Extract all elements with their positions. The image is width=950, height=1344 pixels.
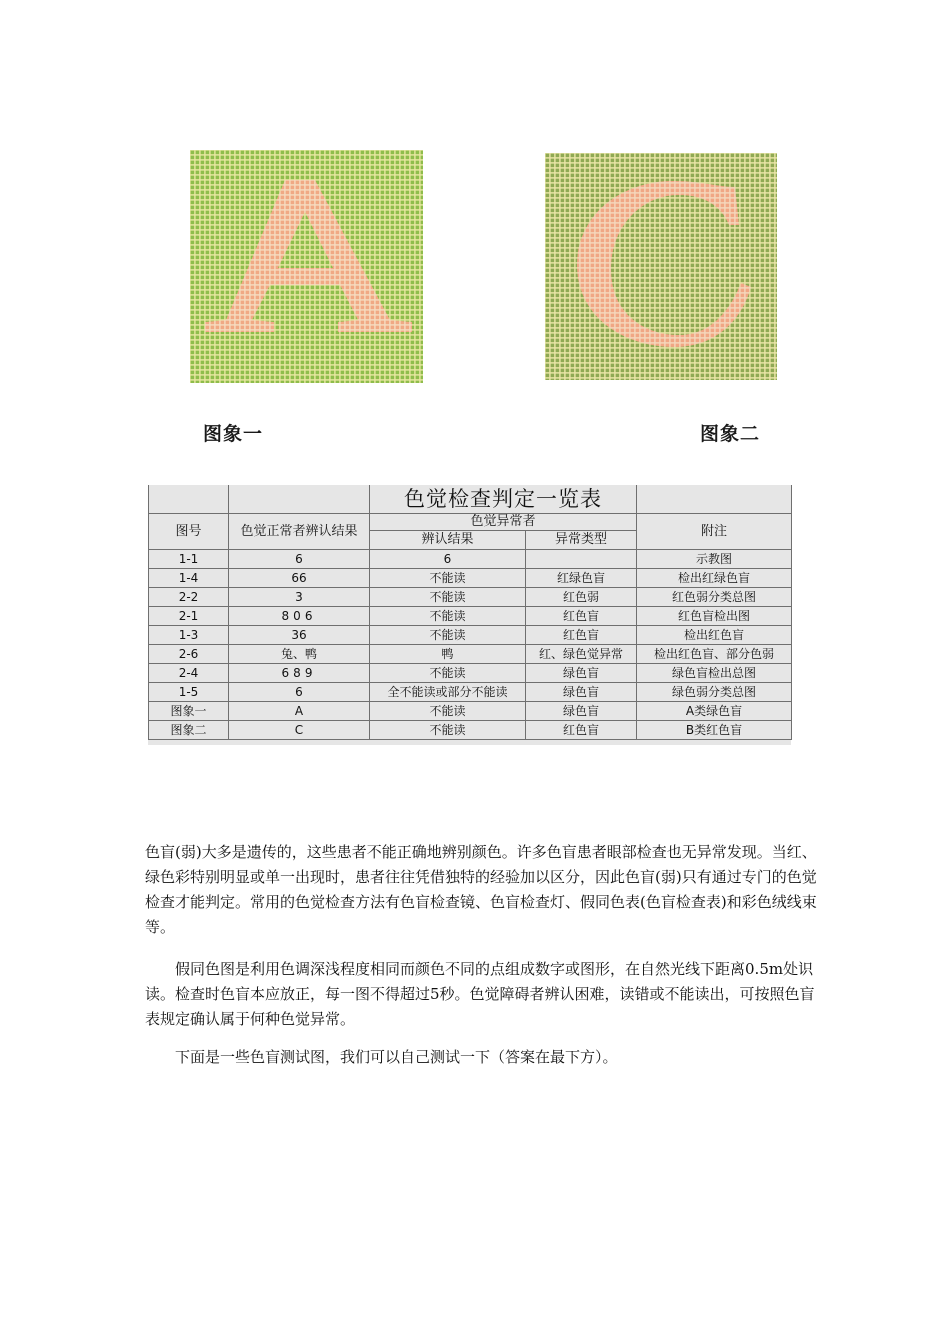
cell-figure-no: 2-1 [149, 607, 229, 626]
table-row [149, 702, 792, 721]
header-abnormal-type: 异常类型 [526, 531, 637, 550]
cell-abnormal-type: 绿色盲 [526, 702, 637, 721]
cell-note: 绿色弱分类总图 [637, 683, 792, 702]
cell-note: 红色弱分类总图 [637, 588, 792, 607]
cell-abnormal-result: 不能读 [370, 702, 526, 721]
plate-c-caption: 图象二 [700, 423, 761, 445]
header-figure-no: 图号 [149, 514, 229, 550]
cell-abnormal-type: 红绿色盲 [526, 569, 637, 588]
cell-figure-no: 1-5 [149, 683, 229, 702]
cell-normal-result: 36 [229, 626, 370, 645]
cell-normal-result: 3 [229, 588, 370, 607]
cell-normal-result: A [229, 702, 370, 721]
paragraph-test-lead: 下面是一些色盲测试图，我们可以自己测试一下（答案在最下方）。 [175, 1048, 618, 1066]
cell-note: A类绿色盲 [637, 702, 792, 721]
cell-note: 示教图 [637, 550, 792, 569]
cell-abnormal-type: 绿色盲 [526, 683, 637, 702]
plate-a-image [190, 150, 423, 383]
color-vision-table [148, 485, 791, 745]
plate-c-image [545, 153, 777, 380]
table-row [149, 683, 792, 702]
cell-normal-result: 689 [229, 664, 370, 683]
cell-note: 检出红绿色盲 [637, 569, 792, 588]
cell-normal-result: 806 [229, 607, 370, 626]
cell-note: B类红色盲 [637, 721, 792, 740]
color-test-plate-a [190, 150, 423, 383]
table-title: 色觉检查判定一览表 [370, 485, 637, 514]
cell-abnormal-type: 红色盲 [526, 626, 637, 645]
cell-note: 检出红色盲、部分色弱 [637, 645, 792, 664]
header-abnormal-result: 辨认结果 [370, 531, 526, 550]
cell-note: 检出红色盲 [637, 626, 792, 645]
table-row [149, 721, 792, 740]
color-test-plate-c [545, 153, 777, 380]
cell-abnormal-result: 不能读 [370, 664, 526, 683]
paragraph-pseudoisochromatic: 假同色图是利用色调深浅程度相同而颜色不同的点组成数字或图形，在自然光线下距离0.5m处识读。检查时色盲本应放正，每一图不得超过5秒。色觉障碍者辨认困难，读错或不能读出，可按照色盲表规定确认属于何种色觉异常。 [145, 960, 815, 1028]
cell-normal-result: 兔、鸭 [229, 645, 370, 664]
cell-abnormal-type: 红、绿色觉异常 [526, 645, 637, 664]
judgement-table [148, 485, 792, 740]
cell-abnormal-result: 鸭 [370, 645, 526, 664]
header-normal-result: 色觉正常者辨认结果 [229, 514, 370, 550]
cell-normal-result: 66 [229, 569, 370, 588]
cell-normal-result: 6 [229, 683, 370, 702]
cell-abnormal-type: 红色盲 [526, 721, 637, 740]
cell-abnormal-type [526, 550, 637, 569]
plate-a-caption: 图象一 [203, 423, 264, 445]
table-row [149, 607, 792, 626]
cell-abnormal-result: 6 [370, 550, 526, 569]
paragraph-intro: 色盲(弱)大多是遗传的，这些患者不能正确地辨别颜色。许多色盲患者眼部检查也无异常发现。当红、绿色彩特别明显或单一出现时，患者往往凭借独特的经验加以区分，因此色盲(弱)只有通过专门的色觉检查才能判定。常用的色觉检查方法有色盲检查镜、色盲检查灯、假同色表(色盲检查表)和彩色绒线束等。 [145, 843, 817, 936]
cell-normal-result: 6 [229, 550, 370, 569]
cell-abnormal-result: 不能读 [370, 588, 526, 607]
cell-abnormal-type: 红色盲 [526, 607, 637, 626]
cell-figure-no: 图象一 [149, 702, 229, 721]
cell-note: 绿色盲检出总图 [637, 664, 792, 683]
table-row [149, 588, 792, 607]
cell-note: 红色盲检出图 [637, 607, 792, 626]
table-row [149, 569, 792, 588]
cell-figure-no: 1-1 [149, 550, 229, 569]
cell-figure-no: 2-2 [149, 588, 229, 607]
cell-figure-no: 2-4 [149, 664, 229, 683]
cell-figure-no: 1-3 [149, 626, 229, 645]
table-row [149, 626, 792, 645]
cell-abnormal-result: 不能读 [370, 607, 526, 626]
cell-abnormal-result: 不能读 [370, 626, 526, 645]
cell-figure-no: 2-6 [149, 645, 229, 664]
cell-abnormal-type: 绿色盲 [526, 664, 637, 683]
cell-abnormal-result: 不能读 [370, 569, 526, 588]
table-row [149, 550, 792, 569]
cell-normal-result: C [229, 721, 370, 740]
cell-figure-no: 图象二 [149, 721, 229, 740]
cell-abnormal-type: 红色弱 [526, 588, 637, 607]
table-row [149, 645, 792, 664]
cell-abnormal-result: 全不能读或部分不能读 [370, 683, 526, 702]
table-row [149, 664, 792, 683]
header-abnormal: 色觉异常者 [370, 514, 637, 531]
cell-abnormal-result: 不能读 [370, 721, 526, 740]
header-note: 附注 [637, 514, 792, 550]
cell-figure-no: 1-4 [149, 569, 229, 588]
